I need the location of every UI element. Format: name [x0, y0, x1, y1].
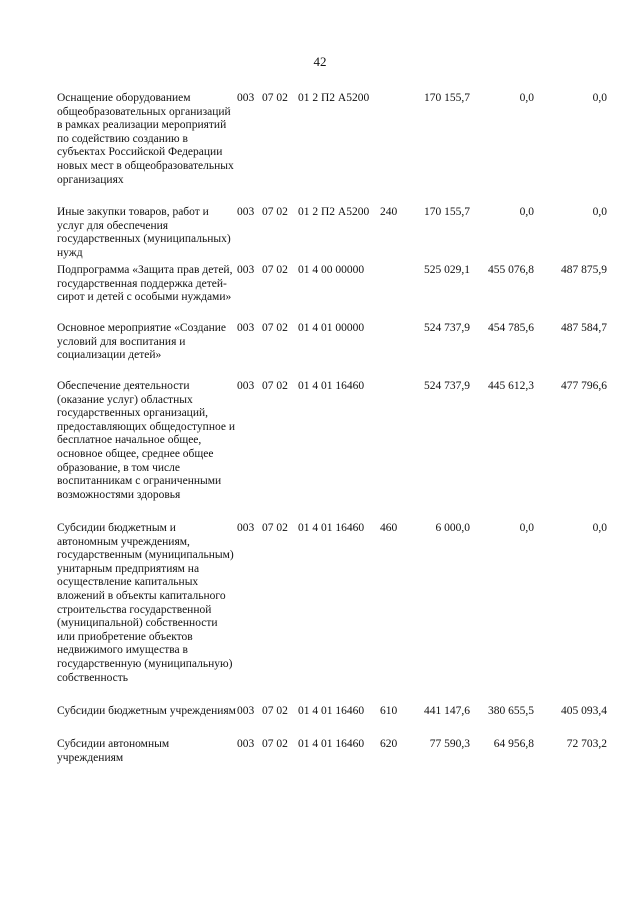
code-target: 01 4 00 00000 [298, 264, 365, 276]
code-expense-type: 460 [380, 522, 398, 534]
code-ministry: 003 [237, 522, 255, 534]
value-year-3: 487 584,7 [561, 322, 607, 334]
value-year-3: 405 093,4 [561, 705, 607, 717]
code-expense-type: 610 [380, 705, 398, 717]
value-year-2: 380 655,5 [488, 705, 534, 717]
value-year-1: 170 155,7 [424, 206, 470, 218]
code-target: 01 4 01 16460 [298, 380, 365, 392]
code-target: 01 4 01 00000 [298, 322, 365, 334]
code-ministry: 003 [237, 92, 255, 104]
code-ministry: 003 [237, 322, 255, 334]
code-target: 01 4 01 16460 [298, 705, 365, 717]
value-year-1: 441 147,6 [424, 705, 470, 717]
value-year-3: 0,0 [592, 206, 607, 218]
code-section: 07 02 [262, 264, 288, 276]
code-target: 01 4 01 16460 [298, 738, 365, 750]
value-year-1: 524 737,9 [424, 380, 470, 392]
code-section: 07 02 [262, 92, 288, 104]
row-name: Субсидии бюджетным учреждениям [57, 705, 236, 717]
value-year-2: 445 612,3 [488, 380, 534, 392]
code-section: 07 02 [262, 522, 288, 534]
value-year-3: 72 703,2 [566, 738, 607, 750]
value-year-2: 0,0 [519, 206, 534, 218]
value-year-3: 487 875,9 [561, 264, 607, 276]
value-year-2: 455 076,8 [488, 264, 534, 276]
value-year-1: 525 029,1 [424, 264, 470, 276]
code-ministry: 003 [237, 738, 255, 750]
row-name: Основное мероприятие «Создание условий для воспитания и социализации детей» [57, 322, 227, 362]
value-year-2: 64 956,8 [493, 738, 534, 750]
code-section: 07 02 [262, 206, 288, 218]
code-ministry: 003 [237, 380, 255, 392]
code-section: 07 02 [262, 322, 288, 334]
row-name: Субсидии автономным учреждениям [57, 738, 170, 764]
row-name: Обеспечение деятельности (оказание услуг) областных государственных организаций, предоставляющих общедоступное и бесплатное начальное общее, основное общее, среднее общее образование, в том числе воспитанникам с ограниченными возможностями здоровья [57, 380, 236, 501]
value-year-3: 0,0 [592, 522, 607, 534]
value-year-2: 0,0 [519, 92, 534, 104]
code-section: 07 02 [262, 738, 288, 750]
value-year-2: 454 785,6 [488, 322, 534, 334]
code-target: 01 4 01 16460 [298, 522, 365, 534]
value-year-1: 170 155,7 [424, 92, 470, 104]
row-name: Подпрограмма «Защита прав детей, государственная поддержка детей-сирот и детей с особыми нуждами» [57, 264, 233, 304]
page-number: 42 [313, 54, 327, 69]
code-ministry: 003 [237, 206, 255, 218]
row-name: Оснащение оборудованием общеобразовательных организаций в рамках реализации мероприятий по содействию созданию в субъектах Российской Федерации новых мест в общеобразовательных организациях [57, 92, 234, 186]
value-year-3: 0,0 [592, 92, 607, 104]
code-section: 07 02 [262, 705, 288, 717]
code-expense-type: 620 [380, 738, 398, 750]
value-year-3: 477 796,6 [561, 380, 607, 392]
code-target: 01 2 П2 А5200 [298, 92, 370, 104]
code-expense-type: 240 [380, 206, 398, 218]
code-target: 01 2 П2 А5200 [298, 206, 370, 218]
value-year-1: 524 737,9 [424, 322, 470, 334]
code-section: 07 02 [262, 380, 288, 392]
code-ministry: 003 [237, 705, 255, 717]
value-year-2: 0,0 [519, 522, 534, 534]
row-name: Иные закупки товаров, работ и услуг для обеспечения государственных (муниципальных) нужд [57, 206, 231, 259]
value-year-1: 6 000,0 [435, 522, 470, 534]
code-ministry: 003 [237, 264, 255, 276]
row-name: Субсидии бюджетным и автономным учреждениям, государственным (муниципальным) унитарным предприятиям на осуществление капитальных вложений в объекты капитального строительства государственной (муниципальной) собственности или приобретение объектов недвижимого имущества в государственную (муниципальную) собственность [57, 522, 234, 684]
value-year-1: 77 590,3 [429, 738, 470, 750]
